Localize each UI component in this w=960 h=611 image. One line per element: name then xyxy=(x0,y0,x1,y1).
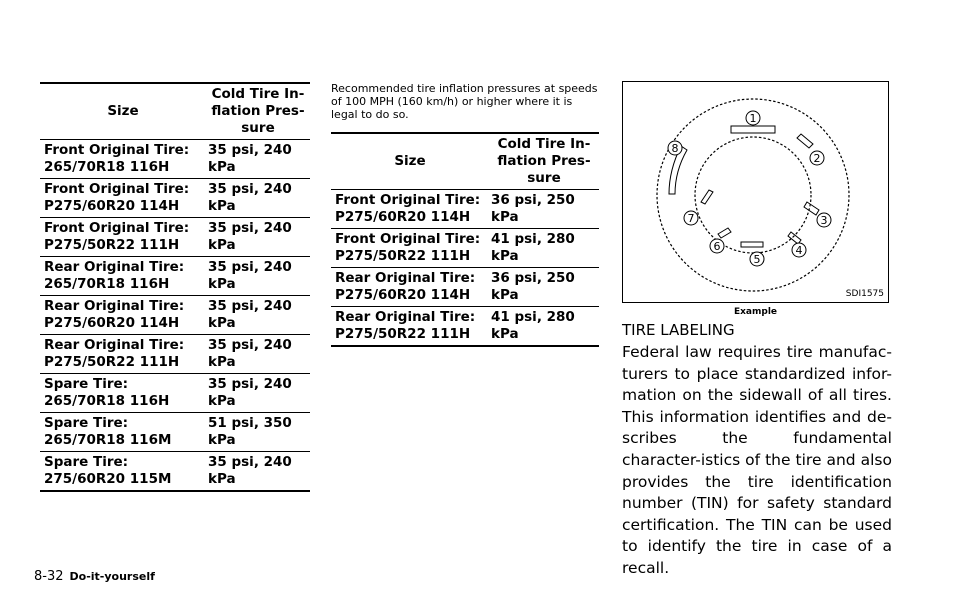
high-speed-note: Recommended tire inflation pressures at speeds of 100 MPH (160 km/h) or higher where it is legal to do so. xyxy=(331,82,598,121)
callout-8: 8 xyxy=(671,142,679,155)
pressure-cell: 36 psi, 250 kPa xyxy=(491,270,575,303)
table-row xyxy=(40,413,310,452)
section-name: Do-it-yourself xyxy=(69,570,155,583)
tire-size-cell: Rear Original Tire: P275/60R20 114H xyxy=(44,298,185,331)
pressure-cell: 35 psi, 240 kPa xyxy=(208,337,292,370)
tire-size-cell: Rear Original Tire: 265/70R18 116H xyxy=(44,259,185,292)
pressure-cell: 35 psi, 240 kPa xyxy=(208,142,292,175)
pressure-cell: 35 psi, 240 kPa xyxy=(208,181,292,214)
callout-6: 6 xyxy=(713,240,721,253)
pressure-cell: 35 psi, 240 kPa xyxy=(208,298,292,331)
table-header-row xyxy=(331,134,599,190)
tire-size-cell: Spare Tire: 275/60R20 115M xyxy=(44,454,172,487)
callout-3: 3 xyxy=(820,214,828,227)
tire-size-cell: Front Original Tire: 265/70R18 116H xyxy=(44,142,190,175)
pressure-cell: 41 psi, 280 kPa xyxy=(491,231,575,264)
tire-sidewall-figure xyxy=(622,81,889,303)
callout-1: 1 xyxy=(749,112,757,125)
table-row xyxy=(331,307,599,347)
tire-size-cell: Rear Original Tire: P275/60R20 114H xyxy=(335,270,476,303)
column-header-size: Size xyxy=(107,103,139,119)
table-body xyxy=(331,190,599,347)
table-row xyxy=(40,218,310,257)
table-row xyxy=(40,374,310,413)
column-header-pressure: Cold Tire In- flation Pres- sure xyxy=(211,86,305,136)
table-row xyxy=(331,229,599,268)
pressure-cell: 35 psi, 240 kPa xyxy=(208,454,292,487)
pressure-cell: 36 psi, 250 kPa xyxy=(491,192,575,225)
table-row xyxy=(40,140,310,179)
page-footer xyxy=(34,569,155,584)
pressure-cell: 51 psi, 350 kPa xyxy=(208,415,292,448)
table-row xyxy=(40,179,310,218)
figure-code: SDI1575 xyxy=(845,289,884,299)
pressure-cell: 35 psi, 240 kPa xyxy=(208,220,292,253)
tire-size-cell: Front Original Tire: P275/50R22 111H xyxy=(335,231,481,264)
callout-2: 2 xyxy=(813,152,821,165)
pressure-cell: 35 psi, 240 kPa xyxy=(208,259,292,292)
tire-size-cell: Front Original Tire: P275/50R22 111H xyxy=(44,220,190,253)
tire-pressure-table-2 xyxy=(331,134,599,347)
tire-sidewall-diagram xyxy=(623,82,887,301)
table-row xyxy=(40,452,310,492)
figure-caption: Example xyxy=(733,307,778,317)
tire-pressure-table-1 xyxy=(40,84,310,492)
callout-5: 5 xyxy=(753,253,761,266)
table-body xyxy=(40,140,310,492)
table-row xyxy=(40,296,310,335)
tire-size-cell: Front Original Tire: P275/60R20 114H xyxy=(44,181,190,214)
table-row xyxy=(40,335,310,374)
tire-size-cell: Rear Original Tire: P275/50R22 111H xyxy=(44,337,185,370)
table-header-row xyxy=(40,84,310,140)
tire-size-cell: Rear Original Tire: P275/50R22 111H xyxy=(335,309,476,342)
column-header-pressure: Cold Tire In- flation Pres- sure xyxy=(497,136,591,186)
table-row xyxy=(331,190,599,229)
page-number: 8-32 xyxy=(34,569,64,584)
callout-7: 7 xyxy=(687,212,695,225)
pressure-cell: 35 psi, 240 kPa xyxy=(208,376,292,409)
tire-size-cell: Spare Tire: 265/70R18 116M xyxy=(44,415,172,448)
section-body: Federal law requires tire manufac-turers to place standardized infor-mation on the sidewall of all tires. This information identifies and de-scribes the fundamental character-istics of the tire and also provides the tire identification number (TIN) for safety standard certification. The TIN can be used to identify the tire in case of a recall. xyxy=(622,343,892,577)
table-row xyxy=(331,268,599,307)
column-header-size: Size xyxy=(394,153,426,169)
tire-size-cell: Front Original Tire: P275/60R20 114H xyxy=(335,192,481,225)
callout-4: 4 xyxy=(795,244,803,257)
table-row xyxy=(40,257,310,296)
pressure-cell: 41 psi, 280 kPa xyxy=(491,309,575,342)
section-title: TIRE LABELING xyxy=(622,321,735,339)
tire-size-cell: Spare Tire: 265/70R18 116H xyxy=(44,376,170,409)
